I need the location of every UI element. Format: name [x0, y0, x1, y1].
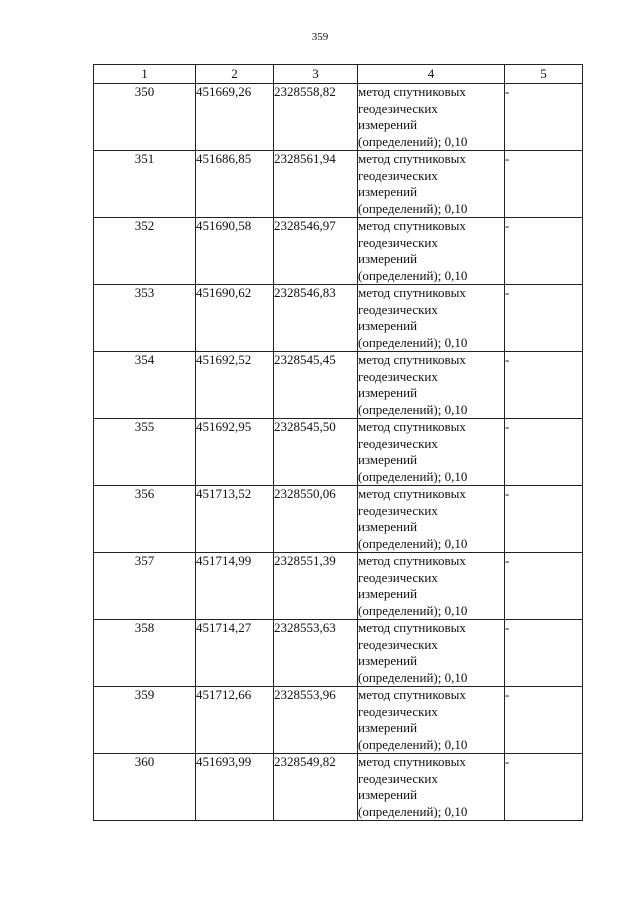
coordinate-y: 2328561,94	[274, 151, 358, 218]
method-line: измерений	[358, 318, 418, 333]
method-line: (определений); 0,10	[358, 267, 468, 283]
method-line: геодезических	[358, 234, 438, 250]
note-cell: -	[505, 84, 583, 151]
point-number: 351	[94, 151, 196, 218]
method-line: метод спутниковых	[358, 553, 466, 568]
note-cell: -	[505, 352, 583, 419]
coordinate-y: 2328546,83	[274, 285, 358, 352]
coordinate-x: 451693,99	[196, 754, 274, 821]
method-line: геодезических	[358, 636, 438, 652]
method-line: измерений	[358, 117, 418, 132]
coordinate-y: 2328550,06	[274, 486, 358, 553]
point-number: 357	[94, 553, 196, 620]
table-row	[94, 754, 583, 821]
method-line: (определений); 0,10	[358, 736, 468, 752]
method-line: (определений); 0,10	[358, 803, 468, 819]
table-row	[94, 553, 583, 620]
measurement-method	[358, 84, 505, 151]
page-number: 359	[311, 31, 329, 43]
note-cell: -	[505, 151, 583, 218]
coordinate-x: 451713,52	[196, 486, 274, 553]
coordinate-y: 2328553,96	[274, 687, 358, 754]
coordinate-y: 2328549,82	[274, 754, 358, 821]
measurement-method	[358, 352, 505, 419]
column-header-1: 1	[94, 65, 196, 84]
coordinates-table	[93, 64, 583, 821]
coordinate-y: 2328558,82	[274, 84, 358, 151]
method-line: метод спутниковых	[358, 687, 466, 702]
coordinate-x: 451712,66	[196, 687, 274, 754]
method-line: геодезических	[358, 167, 438, 183]
point-number: 360	[94, 754, 196, 821]
method-line: метод спутниковых	[358, 419, 466, 434]
coordinate-x: 451714,27	[196, 620, 274, 687]
method-line: измерений	[358, 586, 418, 601]
measurement-method	[358, 687, 505, 754]
method-line: измерений	[358, 251, 418, 266]
method-line: метод спутниковых	[358, 352, 466, 367]
point-number: 354	[94, 352, 196, 419]
note-cell: -	[505, 620, 583, 687]
table-row	[94, 419, 583, 486]
coordinate-x: 451690,62	[196, 285, 274, 352]
note-cell: -	[505, 687, 583, 754]
point-number: 350	[94, 84, 196, 151]
coordinate-x: 451686,85	[196, 151, 274, 218]
method-line: измерений	[358, 184, 418, 199]
method-line: (определений); 0,10	[358, 669, 468, 685]
method-line: измерений	[358, 720, 418, 735]
measurement-method	[358, 754, 505, 821]
method-line: метод спутниковых	[358, 754, 466, 769]
coordinate-x: 451690,58	[196, 218, 274, 285]
table-row	[94, 84, 583, 151]
method-line: геодезических	[358, 502, 438, 518]
column-header-3: 3	[274, 65, 358, 84]
method-line: (определений); 0,10	[358, 468, 468, 484]
method-line: геодезических	[358, 435, 438, 451]
point-number: 352	[94, 218, 196, 285]
table-row	[94, 687, 583, 754]
table-row	[94, 486, 583, 553]
note-cell: -	[505, 553, 583, 620]
method-line: измерений	[358, 519, 418, 534]
method-line: геодезических	[358, 703, 438, 719]
measurement-method	[358, 419, 505, 486]
coordinate-y: 2328551,39	[274, 553, 358, 620]
method-line: измерений	[358, 653, 418, 668]
method-line: измерений	[358, 452, 418, 467]
method-line: (определений); 0,10	[358, 133, 468, 149]
method-line: метод спутниковых	[358, 218, 466, 233]
method-line: метод спутниковых	[358, 84, 466, 99]
measurement-method	[358, 620, 505, 687]
method-line: (определений); 0,10	[358, 200, 468, 216]
table-row	[94, 620, 583, 687]
method-line: метод спутниковых	[358, 151, 466, 166]
column-header-4: 4	[358, 65, 505, 84]
point-number: 359	[94, 687, 196, 754]
note-cell: -	[505, 285, 583, 352]
coordinate-y: 2328553,63	[274, 620, 358, 687]
method-line: (определений); 0,10	[358, 401, 468, 417]
method-line: (определений); 0,10	[358, 602, 468, 618]
table-row	[94, 218, 583, 285]
method-line: геодезических	[358, 301, 438, 317]
method-line: (определений); 0,10	[358, 334, 468, 350]
coordinate-y: 2328545,50	[274, 419, 358, 486]
note-cell: -	[505, 754, 583, 821]
note-cell: -	[505, 218, 583, 285]
method-line: метод спутниковых	[358, 486, 466, 501]
column-header-2: 2	[196, 65, 274, 84]
point-number: 353	[94, 285, 196, 352]
note-cell: -	[505, 486, 583, 553]
method-line: (определений); 0,10	[358, 535, 468, 551]
point-number: 356	[94, 486, 196, 553]
table-header-row	[94, 65, 583, 84]
table-body	[94, 84, 583, 821]
method-line: метод спутниковых	[358, 285, 466, 300]
table-row	[94, 151, 583, 218]
coordinate-x: 451692,52	[196, 352, 274, 419]
table-row	[94, 285, 583, 352]
measurement-method	[358, 553, 505, 620]
method-line: геодезических	[358, 368, 438, 384]
coordinate-x: 451714,99	[196, 553, 274, 620]
table-row	[94, 352, 583, 419]
method-line: измерений	[358, 385, 418, 400]
column-header-5: 5	[505, 65, 583, 84]
measurement-method	[358, 285, 505, 352]
method-line: геодезических	[358, 100, 438, 116]
coordinate-x: 451692,95	[196, 419, 274, 486]
coordinate-y: 2328545,45	[274, 352, 358, 419]
method-line: геодезических	[358, 569, 438, 585]
point-number: 355	[94, 419, 196, 486]
measurement-method	[358, 151, 505, 218]
method-line: геодезических	[358, 770, 438, 786]
note-cell: -	[505, 419, 583, 486]
coordinate-y: 2328546,97	[274, 218, 358, 285]
measurement-method	[358, 486, 505, 553]
method-line: измерений	[358, 787, 418, 802]
measurement-method	[358, 218, 505, 285]
coordinate-x: 451669,26	[196, 84, 274, 151]
method-line: метод спутниковых	[358, 620, 466, 635]
point-number: 358	[94, 620, 196, 687]
